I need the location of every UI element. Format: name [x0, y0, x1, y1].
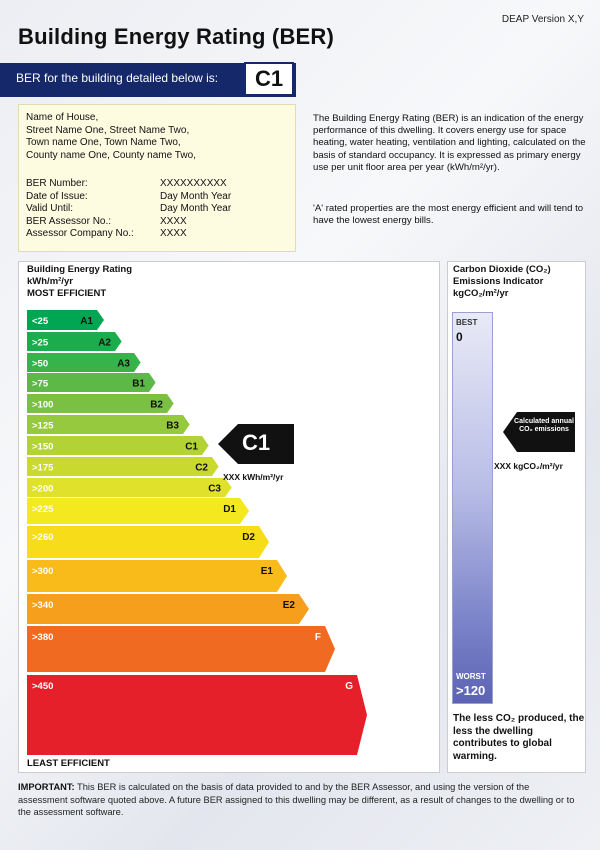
- band-grade-label: E2: [282, 600, 295, 611]
- co2-scale-bar: [452, 312, 493, 704]
- band-grade-label: C1: [185, 441, 198, 453]
- band-range-label: >100: [32, 399, 54, 411]
- heading-line: Building Energy Rating: [27, 264, 133, 275]
- rating-band-g: [27, 675, 367, 755]
- band-grade-label: C3: [208, 483, 221, 495]
- co2-indicator-value: XXX kgCO₂/m²/yr: [494, 461, 563, 471]
- band-grade-label: D1: [223, 504, 236, 515]
- heading-line: kWh/m²/yr: [27, 276, 73, 287]
- co2-worst-label: WORST: [456, 672, 486, 681]
- co2-heading: [453, 264, 551, 300]
- band-grade-label: C2: [195, 462, 208, 474]
- current-rating-label: C1: [242, 430, 271, 455]
- important-label: IMPORTANT:: [18, 782, 75, 792]
- band-range-label: >300: [32, 566, 54, 577]
- rating-band-c2: [27, 457, 219, 476]
- rating-band-d2: [27, 526, 269, 558]
- band-grade-label: B3: [166, 420, 179, 432]
- important-text: This BER is calculated on the basis of data provided to and by the BER Assessor, and using the version of the assessment software quoted above. A future BER assigned to this dwelling may be different, as a result of changes to the dwelling or to the assessment software.: [18, 782, 575, 817]
- band-range-label: >125: [32, 420, 54, 432]
- co2-arrow-text: Calculated annual CO₂ emissions: [514, 418, 574, 434]
- field-label: BER Assessor No.:: [26, 215, 112, 227]
- band-grade-label: A2: [98, 337, 111, 349]
- field-value-company-no: XXXX: [160, 228, 187, 239]
- rating-band-c3: [27, 478, 232, 497]
- band-range-label: >25: [32, 337, 49, 349]
- field-label: BER Number:: [26, 178, 88, 189]
- band-grade-label: B1: [132, 378, 145, 390]
- co2-best-value: 0: [456, 330, 463, 344]
- band-grade-label: G: [345, 681, 353, 692]
- rating-band-e1: [27, 560, 287, 592]
- rating-band-f: [27, 626, 335, 672]
- band-range-label: >75: [32, 378, 49, 390]
- ber-banner-text: BER for the building detailed below is:: [16, 71, 219, 85]
- important-notice: [18, 781, 578, 819]
- deap-version: DEAP Version X,Y: [501, 14, 584, 25]
- field-label: Date of Issue:: [26, 190, 88, 202]
- heading-line: MOST EFFICIENT: [27, 288, 107, 299]
- band-grade-label: F: [314, 632, 321, 643]
- field-label: Valid Until:: [26, 203, 74, 214]
- band-range-label: >260: [32, 532, 54, 543]
- page-title: Building Energy Rating (BER): [18, 24, 335, 49]
- rating-band-e2: [27, 594, 309, 624]
- band-range-label: >450: [32, 681, 54, 692]
- band-range-label: <25: [32, 316, 49, 327]
- least-efficient-label: LEAST EFFICIENT: [27, 758, 110, 769]
- field-label: Assessor Company No.:: [26, 228, 134, 239]
- field-value-valid-until: Day Month Year: [160, 203, 232, 214]
- rating-band-d1: [27, 498, 249, 524]
- co2-note: The less CO₂ produced, the less the dwelling contributes to global warming.: [453, 713, 585, 762]
- field-value-assessor-no: XXXX: [160, 215, 187, 227]
- field-value-date-of-issue: Day Month Year: [160, 190, 232, 202]
- co2-worst-value: >120: [456, 683, 486, 698]
- co2-best-label: BEST: [456, 318, 478, 327]
- band-grade-label: E1: [260, 566, 273, 577]
- band-range-label: >200: [32, 483, 54, 495]
- address-line: Street Name One, Street Name Two,: [26, 124, 190, 136]
- band-grade-label: B2: [150, 399, 163, 411]
- band-range-label: >380: [32, 632, 54, 643]
- ber-description: The Building Energy Rating (BER) is an indication of the energy performance of this dwelling. It covers energy use for space heating, water heating, ventilation and lighting, calculated on the basis of standard occupancy. It is expressed as primary energy use per unit floor area per year (kWh/m²/yr).: [313, 113, 586, 173]
- band-range-label: >50: [32, 358, 49, 370]
- band-range-label: >150: [32, 441, 54, 453]
- band-grade-label: A3: [117, 358, 130, 370]
- band-range-label: >340: [32, 600, 54, 611]
- rating-band-c1: [27, 436, 209, 455]
- a-rated-note: 'A' rated properties are the most energy efficient and will tend to have the lowest energy bills.: [313, 203, 584, 227]
- band-grade-label: D2: [242, 532, 255, 543]
- address-line: Town name One, Town Name Two,: [26, 137, 181, 148]
- address-line: County name One, County name Two,: [26, 149, 196, 161]
- ber-rating-box: C1: [244, 62, 294, 96]
- field-value-ber-number: XXXXXXXXXX: [160, 178, 227, 189]
- current-rating-value: XXX kWh/m²/yr: [223, 472, 284, 482]
- address-line: Name of House,: [26, 112, 99, 123]
- heading-line: Carbon Dioxide (CO₂): [453, 264, 551, 275]
- band-grade-label: A1: [80, 316, 93, 327]
- heading-line: kgCO₂/m²/yr: [453, 288, 509, 299]
- band-range-label: >175: [32, 462, 54, 474]
- band-range-label: >225: [32, 504, 54, 515]
- heading-line: Emissions Indicator: [453, 276, 544, 287]
